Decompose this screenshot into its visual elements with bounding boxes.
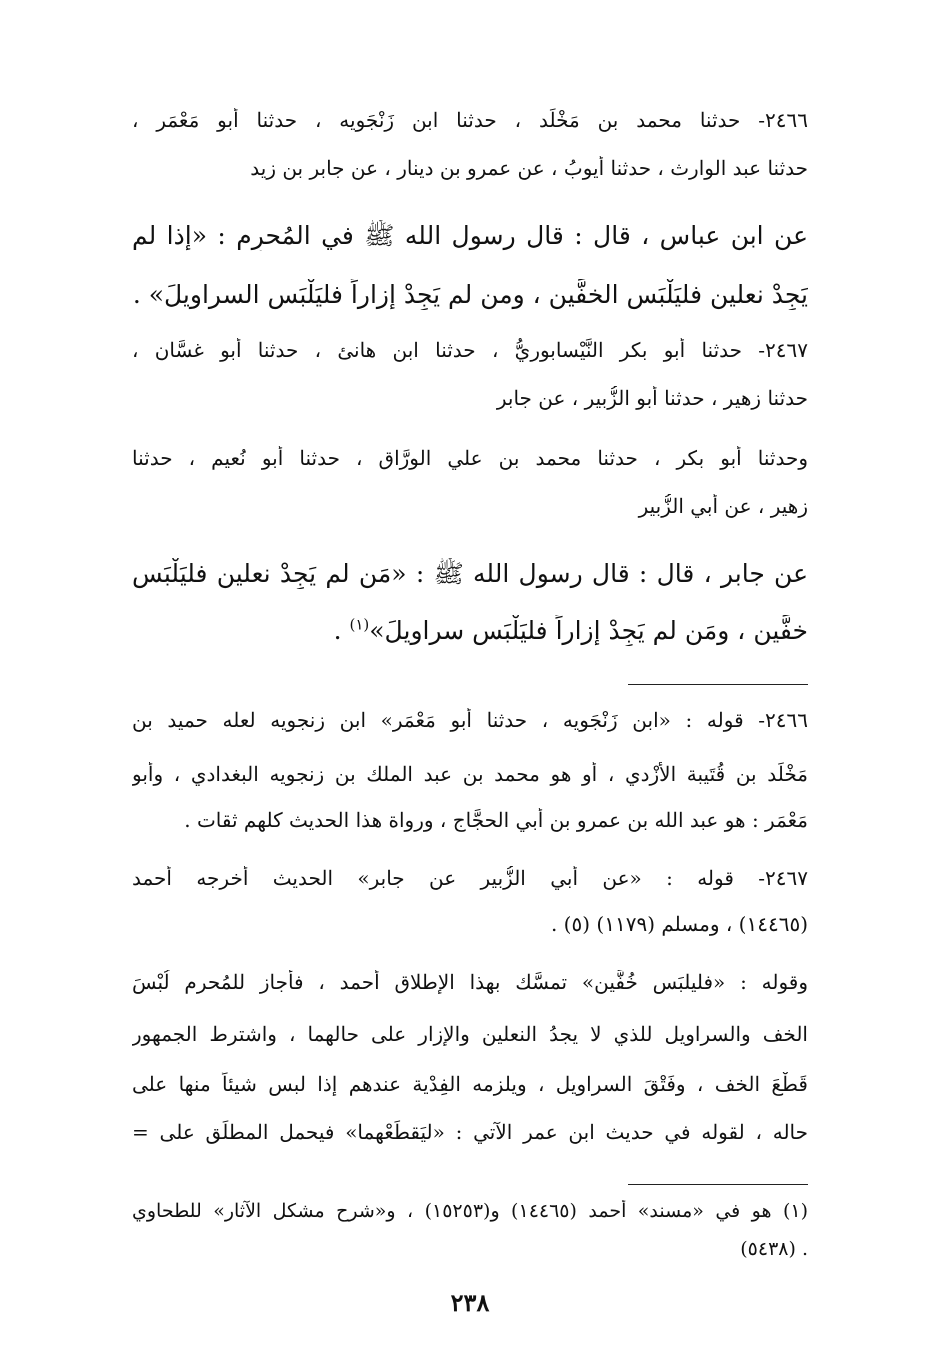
commentary-separator [628,684,808,685]
commentary-khuff-line-4: حاله ، لقوله في حديث ابن عمر الآتي : «ليَقطَعْهما» فيحمل المطلَق على = [132,1120,808,1144]
hadith-2467-matn-line-2 [132,615,808,646]
footnote-ref-1: (١) [349,615,370,634]
commentary-2466-line-3: مَعْمَر : هو عبد الله بن عمرو بن أبي الحجَّاج ، ورواة هذا الحديث كلهم ثقات . [184,808,808,832]
hadith-2467-matn-end: . [333,616,350,645]
footnote-separator [628,1184,808,1185]
hadith-2466-matn-line-2: يَجِدْ نعلينِ فليَلْبَس الخفَّين ، ومن لم يَجِدْ إزاراً فليَلْبَس السراويلَ» . [132,280,808,309]
commentary-khuff-line-1: وقوله : «فليلبَس خُفَّين» تمسَّك بهذا الإطلاق أحمد ، فأجاز للمُحرم لُبْسَ [132,970,808,994]
hadith-2466-isnad-line-1: ٢٤٦٦- حدثنا محمد بن مَخْلَد ، حدثنا ابن زَنْجَويه ، حدثنا أبو مَعْمَر ، [132,108,808,132]
hadith-2467-isnad-line-4: زهير ، عن أبي الزُّبير [638,494,808,518]
commentary-2466-line-2: مَخْلَد بن قُتَيبة الأَزْدي ، أو هو محمد بن عبد الملك بن زنجويه البغدادي ، وأبو [132,762,808,786]
hadith-2467-matn-line-1: عن جابر ، قال : قال رسول الله ﷺ : «مَن لم يَجِدْ نعلينِ فليَلْبَس [132,559,808,588]
hadith-2466-isnad-line-2: حدثنا عبد الوارث ، حدثنا أيوبُ ، عن عمرو بن دينار ، عن جابر بن زيد [250,156,808,180]
commentary-khuff-line-2: الخف والسراويل للذي لا يجدُ النعلين والإزار على حالهما ، واشترط الجمهور [132,1022,808,1046]
hadith-2467-isnad-line-3: وحدثنا أبو بكر ، حدثنا محمد بن علي الورَّاق ، حدثنا أبو نُعيم ، حدثنا [132,446,808,470]
hadith-2466-matn-line-1: عن ابن عباس ، قال : قال رسول الله ﷺ في المُحرِم : «إذا لم [132,221,808,250]
hadith-2467-isnad-line-2: حدثنا زهير ، حدثنا أبو الزُّبير ، عن جابر [496,386,808,410]
footnote-1-line-2: (٥٤٣٨) . [740,1238,808,1260]
commentary-khuff-line-3: قَطْعَ الخف ، وفَتْقَ السراويل ، ويلزمه الفِدْية عندهم إذا لبس شيئاً منها على [132,1072,808,1096]
page-number: ٢٣٨ [450,1288,490,1317]
footnote-1-line-1: (١) هو في «مسند» أحمد (١٤٤٦٥) و(١٥٢٥٣) ، و«شرح مشكل الآثار» للطحاوي [132,1200,808,1222]
commentary-2467-line-1: ٢٤٦٧- قوله : «عن أبي الزُّبير عن جابر» الحديث أخرجه أحمد [132,866,808,890]
hadith-2467-matn-text: خفَّين ، ومَن لم يَجِدْ إزاراً فليَلْبَس سراويلَ» [369,616,808,645]
commentary-2466-line-1: ٢٤٦٦- قوله : «ابن زَنْجَويه ، حدثنا أبو مَعْمَر» ابن زنجويه لعله حميد بن [132,708,808,732]
commentary-2467-line-2: (١٤٤٦٥) ، ومسلم (١١٧٩) (٥) . [550,912,808,936]
hadith-2467-isnad-line-1: ٢٤٦٧- حدثنا أبو بكر النَّيْسابوريُّ ، حدثنا ابن هانئ ، حدثنا أبو غسَّان ، [132,338,808,362]
